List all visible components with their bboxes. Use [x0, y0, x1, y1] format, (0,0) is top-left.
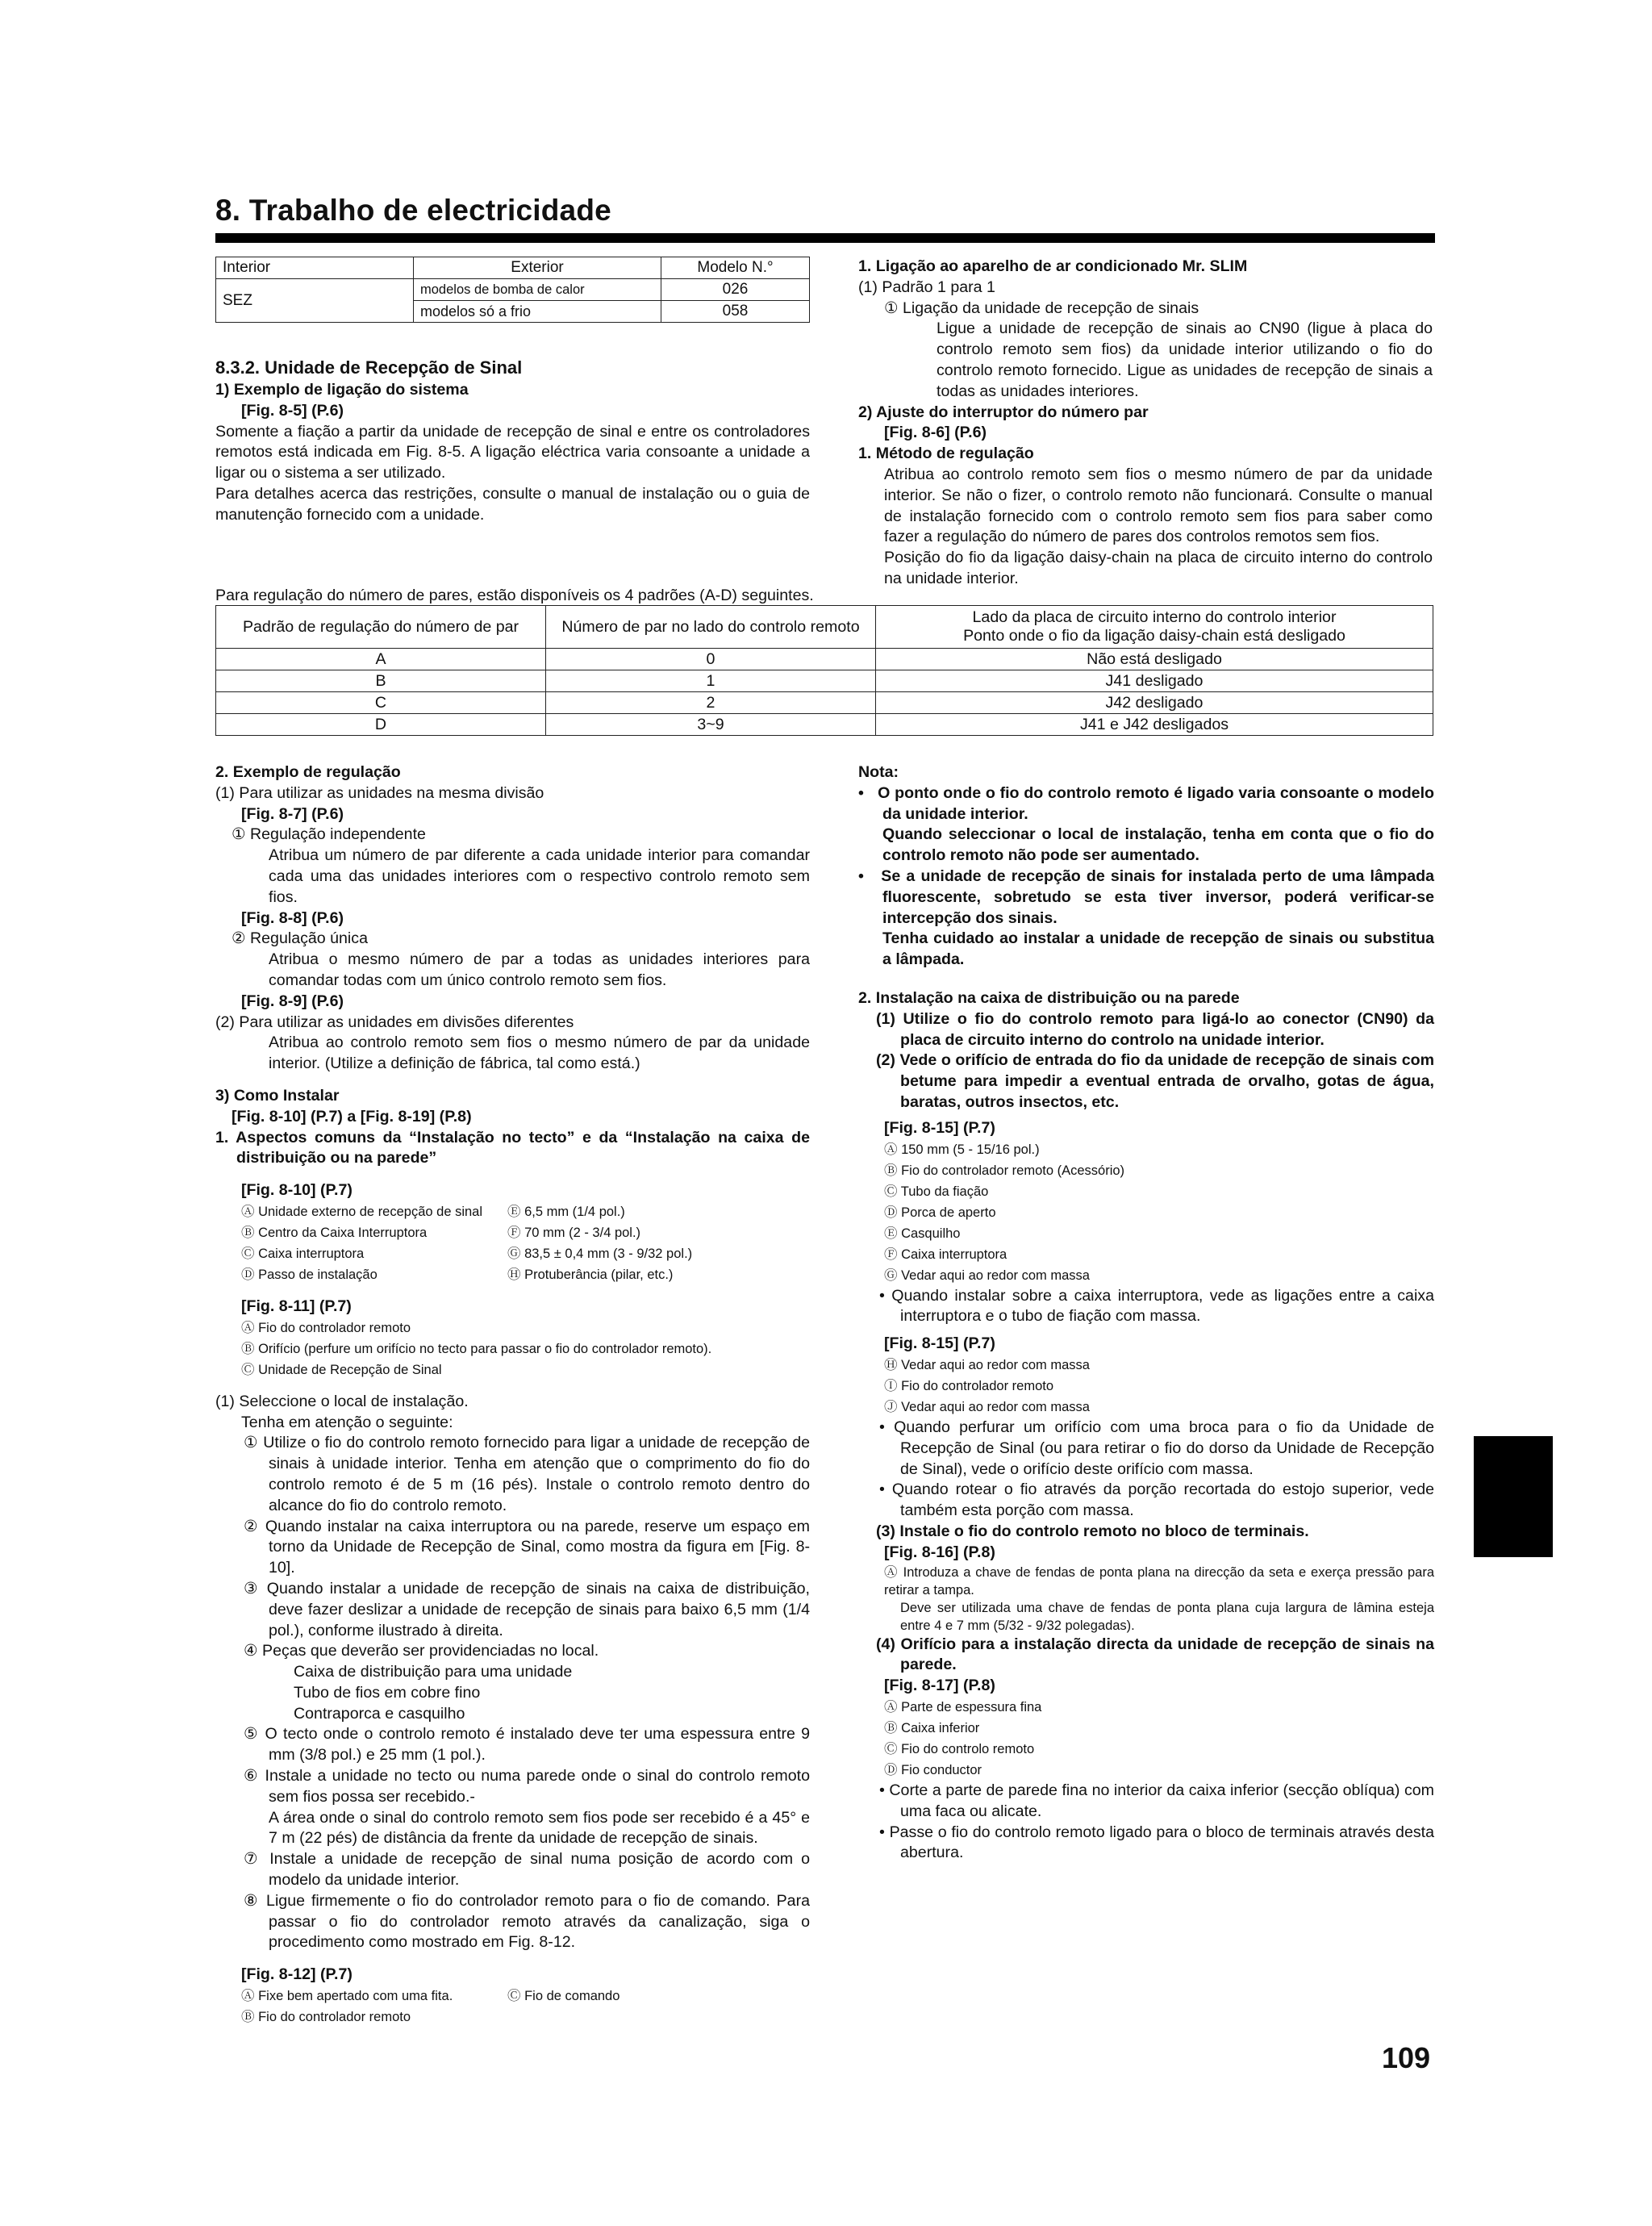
legend-item: Ⓓ Passo de instalação — [241, 1267, 378, 1282]
left-top-column — [215, 356, 810, 526]
legend-item: Ⓓ Porca de aperto — [884, 1205, 996, 1220]
text-line: (1) Padrão 1 para 1 — [858, 278, 995, 296]
right-top-column — [858, 257, 1433, 590]
legend-item: Ⓒ Fio do controlo remoto — [884, 1741, 1035, 1756]
section-tab-marker — [1474, 1436, 1553, 1557]
step: (3) Instale o fio do controlo remoto no bloco de terminais. — [876, 1522, 1309, 1540]
heading: 2. Exemplo de regulação — [215, 763, 401, 781]
table-cell: 0 — [546, 649, 876, 670]
legend-item: Ⓙ Vedar aqui ao redor com massa — [884, 1399, 1090, 1414]
right-column — [858, 762, 1434, 1864]
text-line: ② Regulação única — [232, 929, 368, 948]
fig-ref: [Fig. 8-11] (P.7) — [241, 1297, 352, 1315]
list-item: ③ Quando instalar a unidade de recepção de sinais na caixa de distribuição, deve fazer deslizar a unidade de recepção de sinais para baixo 6,5 mm (1/4 pol.), conforme ilustrado à direita. — [244, 1579, 810, 1639]
list-item: ⑤ O tecto onde o controlo remoto é instalado deve ter uma espessura entre 9 mm (3/8 pol.) e 25 mm (1 pol.). — [244, 1725, 810, 1765]
bullet: • Quando instalar sobre a caixa interruptora, vede as ligações entre a caixa interruptora e o tubo de fiação com massa. — [879, 1286, 1434, 1326]
legend-item: Ⓐ Fio do controlador remoto — [241, 1320, 411, 1335]
table-cell: Não está desligado — [876, 649, 1433, 670]
text-line: ① Regulação independente — [232, 825, 426, 844]
table-cell: 3~9 — [546, 714, 876, 736]
text-line: ① Ligação da unidade de recepção de sinais — [884, 299, 1199, 317]
legend-item: Ⓕ 70 mm (2 - 3/4 pol.) — [507, 1225, 641, 1240]
page-title: 8. Trabalho de electricidade — [215, 194, 611, 227]
text-line: (2) Para utilizar as unidades em divisões diferentes — [215, 1013, 574, 1031]
fig-ref: [Fig. 8-10] (P.7) a [Fig. 8-19] (P.8) — [232, 1107, 472, 1126]
list-item: ④ Peças que deverão ser providenciadas no local. — [244, 1642, 599, 1660]
note-heading: Nota: — [858, 763, 899, 781]
text-line: (1) Para utilizar as unidades na mesma divisão — [215, 783, 544, 802]
step: (1) Utilize o fio do controlo remoto para ligá-lo ao conector (CN90) da placa de circuito interno do controlo na unidade interior. — [876, 1009, 1434, 1049]
fig-ref: [Fig. 8-15] (P.7) — [884, 1118, 995, 1137]
text-line: (1) Seleccione o local de instalação. — [215, 1392, 469, 1410]
heading: 2. Instalação na caixa de distribuição ou na parede — [858, 988, 1240, 1007]
model-table-exterior: modelos só a frio — [414, 301, 661, 323]
list-item: ⑧ Ligue firmemente o fio do controlador remoto para o fio de comando. Para passar o fio do controlador remoto através da canalização, siga o procedimento como mostrado em Fig. 8-12. — [244, 1891, 810, 1952]
model-table-header-exterior: Exterior — [414, 257, 661, 279]
legend-item: Ⓗ Protuberância (pilar, etc.) — [507, 1267, 674, 1282]
fig-ref: [Fig. 8-16] (P.8) — [884, 1543, 995, 1561]
legend-item: Ⓒ Fio de comando — [507, 1989, 620, 2004]
table-cell: 2 — [546, 692, 876, 714]
legend-item: Ⓐ Parte de espessura fina — [884, 1699, 1042, 1714]
table-row — [216, 714, 1433, 736]
legend-item: Ⓑ Fio do controlador remoto (Acessório) — [884, 1163, 1125, 1178]
legend-item: Ⓑ Fio do controlador remoto — [241, 2010, 411, 2025]
fig-ref: [Fig. 8-15] (P.7) — [884, 1334, 995, 1353]
list-item: ② Quando instalar na caixa interruptora ou na parede, reserve um espaço em torno da Unidade de Recepção de Sinal, como mostra da figura em [Fig. 8-10]. — [244, 1517, 810, 1577]
bullet: • Corte a parte de parede fina no interior da caixa inferior (secção oblíqua) com uma faca ou alicate. — [879, 1781, 1434, 1820]
model-table-interior: SEZ — [216, 279, 414, 323]
section-heading: 8.3.2. Unidade de Recepção de Sinal — [215, 357, 523, 378]
legend-item — [507, 2007, 749, 2028]
paragraph: Posição do fio da ligação daisy-chain na placa de circuito interno do controlo na unidade interior. — [884, 549, 1433, 587]
table-cell: J42 desligado — [876, 692, 1433, 714]
fig-ref: [Fig. 8-10] (P.7) — [241, 1181, 353, 1200]
legend-item: Ⓐ Introduza a chave de fendas de ponta plana na direcção da seta e exerça pressão para retirar a tampa. — [884, 1564, 1434, 1597]
legend-item: Ⓑ Centro da Caixa Interruptora — [241, 1225, 428, 1240]
note-item: • O ponto onde o fio do controlo remoto é ligado varia consoante o modelo da unidade interior. — [858, 783, 1434, 823]
table-cell: B — [216, 670, 546, 692]
note-text: O ponto onde o fio do controlo remoto é ligado varia consoante o modelo da unidade interior. — [878, 783, 1434, 823]
paragraph: A área onde o sinal do controlo remoto sem fios pode ser recebido é a 45° e 7 m (22 pés) de distância da frente da unidade de recepção de sinais. — [269, 1808, 810, 1848]
table-cell: C — [216, 692, 546, 714]
legend-fig-8-12 — [215, 1986, 810, 2028]
pair-intro: Para regulação do número de pares, estão disponíveis os 4 padrões (A-D) seguintes. — [215, 587, 814, 604]
legend-item: Ⓐ 150 mm (5 - 15/16 pol.) — [884, 1142, 1040, 1157]
model-table — [215, 257, 810, 323]
paragraph: Atribua ao controlo remoto sem fios o mesmo número de par da unidade interior. Se não o fizer, o controlo remoto não funcionará. Consulte o manual de instalação fornecido com o controlo remoto sem fios para saber como fazer a regulação do número de pares dos controlos remotos sem fios. — [884, 465, 1433, 546]
legend-item: Ⓑ Caixa inferior — [884, 1720, 980, 1735]
pair-table-header-line: Ponto onde o fio da ligação daisy-chain está desligado — [963, 627, 1345, 645]
heading: 3) Como Instalar — [215, 1086, 340, 1105]
model-table-header-model: Modelo N.° — [661, 257, 810, 279]
pair-table-header: Padrão de regulação do número de par — [216, 606, 546, 649]
pair-table-header-line: Lado da placa de circuito interno do controlo interior — [972, 608, 1337, 626]
paragraph: Atribua o mesmo número de par a todas as unidades interiores para comandar todas com um único controlo remoto sem fios. — [269, 950, 810, 989]
model-table-header-interior: Interior — [216, 257, 414, 279]
step: (4) Orifício para a instalação directa da unidade de recepção de sinais na parede. — [876, 1635, 1434, 1674]
fig-ref: [Fig. 8-8] (P.6) — [241, 908, 344, 927]
legend-item: Ⓖ 83,5 ± 0,4 mm (3 - 9/32 pol.) — [507, 1246, 693, 1261]
table-cell: 1 — [546, 670, 876, 692]
table-cell: D — [216, 714, 546, 736]
legend-item: Ⓒ Tubo da fiação — [884, 1184, 989, 1199]
title-rule — [215, 233, 1435, 243]
fig-ref: [Fig. 8-9] (P.6) — [241, 992, 344, 1010]
fig-ref: [Fig. 8-17] (P.8) — [884, 1677, 995, 1695]
left-column — [215, 762, 810, 2028]
note-text: Quando seleccionar o local de instalação, tenha em conta que o fio do controlo remoto não pode ser aumentado. — [882, 825, 1434, 865]
legend-item: Ⓒ Unidade de Recepção de Sinal — [241, 1362, 442, 1377]
legend-item: Ⓒ Caixa interruptora — [241, 1246, 365, 1261]
fig-ref: [Fig. 8-6] (P.6) — [884, 424, 987, 442]
list-item: ① Utilize o fio do controlo remoto fornecido para ligar a unidade de recepção de sinais à unidade interior. Tenha em atenção que o comprimento do fio do controlo remoto é de 5 m (16 pés). Instale o controlo remoto dentro do alcance do fio do controlo remoto. — [244, 1434, 810, 1514]
pair-table — [215, 605, 1433, 736]
table-cell: J41 desligado — [876, 670, 1433, 692]
legend-item: Ⓐ Fixe bem apertado com uma fita. — [241, 1989, 453, 2004]
heading: 1. Método de regulação — [858, 445, 1034, 463]
note-text: Se a unidade de recepção de sinais for instalada perto de uma lâmpada fluorescente, sobretudo se esta tiver inversor, poderá verificar-se intercepção dos sinais. — [881, 867, 1434, 927]
legend-item: Ⓔ Casquilho — [884, 1226, 961, 1241]
table-cell: J41 e J42 desligados — [876, 714, 1433, 736]
model-table-model: 058 — [661, 301, 810, 323]
paragraph: Atribua ao controlo remoto sem fios o mesmo número de par da unidade interior. (Utilize a definição de fábrica, tal como está.) — [269, 1034, 810, 1073]
legend-item: Ⓗ Vedar aqui ao redor com massa — [884, 1357, 1090, 1372]
note-item: • Se a unidade de recepção de sinais for instalada perto de uma lâmpada fluorescente, sobretudo se esta tiver inversor, poderá verificar-se intercepção dos sinais. — [858, 867, 1434, 927]
fig-ref: [Fig. 8-7] (P.6) — [241, 804, 344, 823]
fig-ref: [Fig. 8-5] (P.6) — [241, 401, 344, 420]
text-line: Tenha em atenção o seguinte: — [241, 1413, 453, 1431]
heading: 1. Aspectos comuns da “Instalação no tecto” e da “Instalação na caixa de distribuição ou na parede” — [215, 1128, 810, 1167]
parts-item: Tubo de fios em cobre fino — [294, 1683, 481, 1702]
table-cell: A — [216, 649, 546, 670]
heading: 1. Ligação ao aparelho de ar condicionado Mr. SLIM — [858, 257, 1248, 275]
step: (2) Vede o orifício de entrada do fio da unidade de recepção de sinais com betume para impedir a eventual entrada de orvalho, gotas de água, baratas, outros insectos, etc. — [876, 1051, 1434, 1111]
paragraph: Atribua um número de par diferente a cada unidade interior para comandar cada uma das unidades interiores com o respectivo controlo remoto sem fios. — [269, 846, 810, 906]
pair-table-header — [876, 606, 1433, 649]
paragraph: Para detalhes acerca das restrições, consulte o manual de instalação ou o guia de manutenção fornecido com a unidade. — [215, 484, 810, 524]
table-row — [216, 670, 1433, 692]
legend-item: Ⓑ Orifício (perfure um orifício no tecto para passar o fio do controlador remoto). — [241, 1341, 712, 1356]
table-row — [216, 692, 1433, 714]
list-item: ⑦ Instale a unidade de recepção de sinal numa posição de acordo com o modelo da unidade interior. — [244, 1850, 810, 1890]
model-table-exterior: modelos de bomba de calor — [414, 279, 661, 301]
legend-fig-8-10 — [215, 1201, 810, 1285]
pair-table-header: Número de par no lado do controlo remoto — [546, 606, 876, 649]
legend-item: Deve ser utilizada uma chave de fendas de ponta plana cuja largura de lâmina esteja entre 4 e 7 mm (5/32 - 9/32 polegadas). — [900, 1600, 1434, 1633]
paragraph: Somente a fiação a partir da unidade de recepção de sinal e entre os controladores remotos está indicada em Fig. 8-5. A ligação eléctrica varia consoante a unidade a ligar ou o sistema a ser utilizado. — [215, 422, 810, 482]
list-item: ⑥ Instale a unidade no tecto ou numa parede onde o sinal do controlo remoto sem fios possa ser recebido.- — [244, 1767, 810, 1806]
legend-item: Ⓕ Caixa interruptora — [884, 1247, 1007, 1262]
legend-item: Ⓖ Vedar aqui ao redor com massa — [884, 1268, 1090, 1283]
legend-item: Ⓓ Fio conductor — [884, 1762, 982, 1777]
table-row — [216, 649, 1433, 670]
page-number: 109 — [1382, 2041, 1431, 2074]
parts-item: Caixa de distribuição para uma unidade — [294, 1663, 573, 1681]
legend-item: Ⓐ Unidade externo de recepção de sinal — [241, 1204, 483, 1219]
note-text: Tenha cuidado ao instalar a unidade de recepção de sinais ou substitua a lâmpada. — [882, 929, 1434, 969]
legend-item: Ⓔ 6,5 mm (1/4 pol.) — [507, 1204, 625, 1219]
heading: 2) Ajuste do interruptor do número par — [858, 403, 1149, 421]
paragraph: Ligue a unidade de recepção de sinais ao CN90 (ligue à placa do controlo remoto sem fios) da unidade interior utilizando o fio do controlo remoto fornecido. Ligue as unidades de recepção de sinais a todas as unidades interiores. — [937, 319, 1433, 400]
parts-item: Contraporca e casquilho — [294, 1704, 465, 1723]
legend-item: Ⓘ Fio do controlador remoto — [884, 1378, 1054, 1393]
model-table-model: 026 — [661, 279, 810, 301]
bullet: • Passe o fio do controlo remoto ligado para o bloco de terminais através desta abertura. — [879, 1823, 1434, 1862]
bullet: • Quando rotear o fio através da porção recortada do estojo superior, vede também esta porção com massa. — [879, 1481, 1434, 1520]
fig-ref: [Fig. 8-12] (P.7) — [241, 1965, 353, 1984]
subheading: 1) Exemplo de ligação do sistema — [215, 381, 469, 399]
bullet: • Quando perfurar um orifício com uma broca para o fio da Unidade de Recepção de Sinal (ou para retirar o fio do dorso da Unidade de Recepção de Sinal), vede o orifício deste orifício com massa. — [879, 1418, 1434, 1478]
